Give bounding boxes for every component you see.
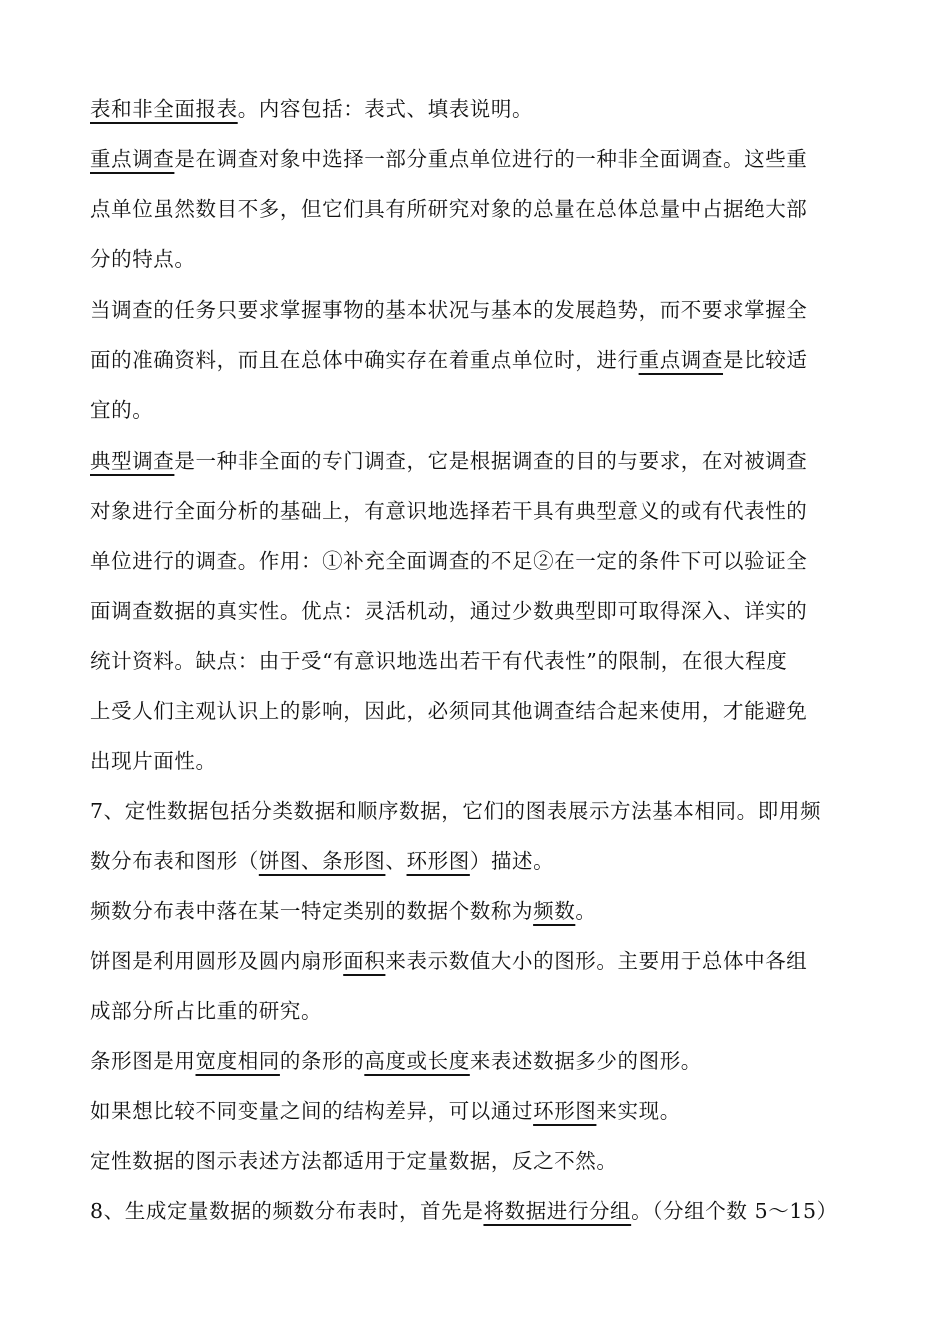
text-segment: 。内容包括：表式、填表说明。 (237, 97, 534, 121)
text-line (90, 547, 807, 575)
text-line (90, 997, 322, 1025)
text-line (90, 447, 807, 475)
text-segment: 饼图是利用圆形及圆内扇形 (90, 949, 344, 973)
text-segment: 7、定性数据包括分类数据和顺序数据，它们的图表展示方法基本相同。即用频 (90, 799, 822, 823)
underlined-term: 高度或长度 (364, 1049, 470, 1073)
text-line (90, 797, 821, 825)
text-line (90, 195, 807, 223)
text-segment: 上受人们主观认识上的影响，因此，必须同其他调查结合起来使用，才能避免 (90, 699, 808, 723)
text-line (90, 647, 787, 675)
text-line (90, 847, 554, 875)
underlined-term: 将数据进行分组 (483, 1199, 632, 1223)
text-segment: 来实现。 (596, 1099, 681, 1123)
text-segment: 是一种非全面的专门调查，它是根据调查的目的与要求，在对被调查 (174, 449, 808, 473)
text-segment: 宜的。 (90, 398, 154, 422)
text-segment: 。（分组个数 5～15） (631, 1199, 838, 1223)
text-segment: 成部分所占比重的研究。 (90, 999, 323, 1023)
text-line (90, 396, 153, 424)
text-line (90, 145, 807, 173)
text-segment: 面的准确资料，而且在总体中确实存在着重点单位时，进行 (90, 348, 639, 372)
text-line (90, 897, 596, 925)
underlined-term: 重点调查 (638, 348, 724, 372)
text-segment: 出现片面性。 (90, 749, 217, 773)
underlined-term: 饼图、条形图 (258, 849, 386, 873)
text-segment: 数分布表和图形（ (90, 849, 259, 873)
text-segment: 统计资料。缺点：由于受“有意识地选出若干有代表性”的限制，在很大程度 (90, 649, 788, 673)
underlined-term: 环形图 (406, 849, 470, 873)
text-segment: 对象进行全面分析的基础上，有意识地选择若干具有典型意义的或有代表性的 (90, 499, 808, 523)
underlined-term: 重点调查 (90, 147, 175, 171)
text-line (90, 1097, 681, 1125)
text-line (90, 747, 217, 775)
text-segment: 的条形的 (279, 1049, 365, 1073)
text-line (90, 497, 807, 525)
text-segment: 是比较适 (723, 348, 808, 372)
text-line (90, 296, 807, 324)
text-line (90, 95, 533, 123)
text-segment: 来表示数值大小的图形。主要用于总体中各组 (385, 949, 808, 973)
text-segment: ）描述。 (469, 849, 555, 873)
text-line (90, 245, 196, 273)
text-segment: 点单位虽然数目不多，但它们具有所研究对象的总量在总体总量中占据绝大部 (90, 197, 808, 221)
text-segment: 当调查的任务只要求掌握事物的基本状况与基本的发展趋势，而不要求掌握全 (90, 298, 808, 322)
underlined-term: 典型调查 (90, 449, 175, 473)
text-segment: 是在调查对象中选择一部分重点单位进行的一种非全面调查。这些重 (174, 147, 808, 171)
underlined-term: 面积 (343, 949, 386, 973)
text-line (90, 947, 807, 975)
underlined-term: 环形图 (533, 1099, 597, 1123)
text-line (90, 346, 807, 374)
text-segment: 、 (385, 849, 407, 873)
text-line (90, 1197, 838, 1225)
text-segment: 单位进行的调查。作用：①补充全面调查的不足②在一定的条件下可以验证全 (90, 549, 808, 573)
underlined-term: 表和非全面报表 (90, 97, 238, 121)
text-segment: 频数分布表中落在某一特定类别的数据个数称为 (90, 899, 534, 923)
text-line (90, 1047, 702, 1075)
text-segment: 分的特点。 (90, 247, 196, 271)
text-segment: 来表述数据多少的图形。 (469, 1049, 702, 1073)
text-line (90, 597, 807, 625)
text-line (90, 1147, 618, 1175)
underlined-term: 频数 (533, 899, 576, 923)
text-segment: 。 (575, 899, 597, 923)
text-segment: 8、生成定量数据的频数分布表时，首先是 (90, 1199, 484, 1223)
text-segment: 面调查数据的真实性。优点：灵活机动，通过少数典型即可取得深入、详实的 (90, 599, 808, 623)
text-segment: 如果想比较不同变量之间的结构差异，可以通过 (90, 1099, 534, 1123)
underlined-term: 宽度相同 (195, 1049, 280, 1073)
text-line (90, 697, 807, 725)
text-segment: 定性数据的图示表述方法都适用于定量数据，反之不然。 (90, 1149, 618, 1173)
text-segment: 条形图是用 (90, 1049, 196, 1073)
